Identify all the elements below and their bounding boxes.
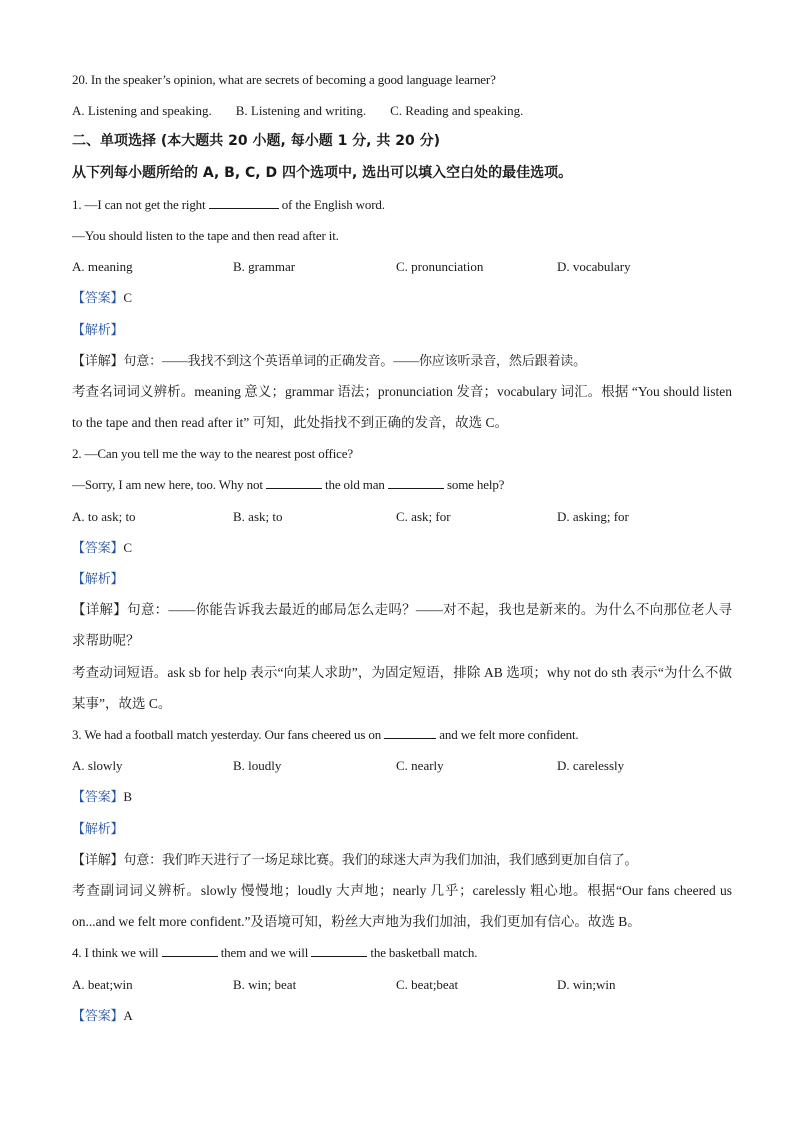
q2-option-c: C. ask; for: [396, 508, 451, 524]
q2-analysis-label: 【解析】: [72, 571, 124, 587]
q1-option-c: C. pronunciation: [396, 259, 484, 275]
document-page: [72, 64, 732, 1031]
q3-answer: 【答案】B: [72, 789, 132, 805]
q1-answer: 【答案】C: [72, 290, 132, 306]
answer-blank: [384, 725, 436, 739]
q2-stem: 2. —Can you tell me the way to the nearest post office?: [72, 446, 354, 462]
q2-answer: 【答案】C: [72, 539, 132, 555]
q3-detail: 【详解】句意：我们昨天进行了一场足球比赛。我们的球迷大声为我们加油，我们感到更加自信了。: [72, 851, 638, 867]
q4-option-c: C. beat;beat: [396, 976, 459, 992]
q4-stem: 4. I think we will them and we will the basketball match.: [72, 945, 478, 961]
q2-line2: —Sorry, I am new here, too. Why not the old man some help?: [72, 477, 505, 493]
section-title: 二、单项选择 (本大题共 20 小题, 每小题 1 分, 共 20 分): [72, 133, 441, 150]
answer-blank: [162, 943, 218, 957]
q2-option-b: B. ask; to: [233, 508, 283, 524]
q1-option-d: D. vocabulary: [557, 259, 631, 275]
q1-options: [72, 251, 732, 282]
answer-blank: [311, 943, 367, 957]
answer-blank: [266, 475, 322, 489]
q20-question: 20. In the speaker’s opinion, what are secrets of becoming a good language learner?: [72, 72, 496, 87]
q1-stem: 1. —I can not get the right of the English word.: [72, 196, 385, 212]
q4-option-d: D. win;win: [557, 976, 616, 992]
q3-option-d: D. carelessly: [557, 758, 625, 774]
q1-option-b: B. grammar: [233, 259, 296, 275]
q1-explanation: 考查名词词义辨析。meaning 意义；grammar 语法；pronunciation 发音；vocabulary 词汇。根据 “You should listen to the tape and then read after it” 可知，此处指找不到正确的发音，故选 C。: [72, 383, 732, 431]
q2-explanation: 考查动词短语。ask sb for help 表示“向某人求助”，为固定短语，排除 AB 选项；why not do sth 表示“为什么不做某事”，故选 C。: [72, 664, 732, 711]
q2-detail: 【详解】句意：——你能告诉我去最近的邮局怎么走吗？——对不起，我也是新来的。为什么不向那位老人寻求帮助呢？: [72, 602, 733, 649]
q4-option-a: A. beat;win: [72, 976, 133, 992]
q2-option-a: A. to ask; to: [72, 508, 136, 524]
q3-option-b: B. loudly: [233, 758, 282, 774]
q3-stem: 3. We had a football match yesterday. Our fans cheered us on and we felt more confident.: [72, 727, 579, 743]
q4-answer: 【答案】A: [72, 1007, 133, 1023]
q3-explanation: 考查副词词义辨析。slowly 慢慢地；loudly 大声地；nearly 几乎；carelessly 粗心地。根据“Our fans cheered us on...and we felt more confident.”及语境可知，粉丝大声地为我们加油，我们更加有信心。故选 B。: [72, 882, 732, 930]
q20-options: [72, 95, 732, 126]
q20-option-a: A. Listening and speaking.: [72, 103, 212, 119]
q1-analysis-label: 【解析】: [72, 321, 124, 337]
q20-option-b: B. Listening and writing.: [235, 103, 367, 119]
q3-analysis-label: 【解析】: [72, 820, 124, 836]
q4-option-b: B. win; beat: [233, 976, 297, 992]
q3-option-a: A. slowly: [72, 758, 123, 774]
q1-line2: —You should listen to the tape and then read after it.: [72, 227, 339, 243]
q1-detail: 【详解】句意：——我找不到这个英语单词的正确发音。——你应该听录音，然后跟着读。: [72, 352, 587, 368]
q2-options: [72, 501, 732, 532]
q4-options: [72, 969, 732, 1000]
answer-blank: [209, 195, 279, 209]
section-instruction: 从下列每小题所给的 A, B, C, D 四个选项中, 选出可以填入空白处的最佳选项。: [72, 164, 573, 181]
q20-option-c: C. Reading and speaking.: [390, 103, 524, 119]
answer-blank: [388, 475, 444, 489]
q2-option-d: D. asking; for: [557, 508, 629, 524]
q3-option-c: C. nearly: [396, 758, 444, 774]
q3-options: [72, 750, 732, 781]
q1-option-a: A. meaning: [72, 259, 133, 275]
